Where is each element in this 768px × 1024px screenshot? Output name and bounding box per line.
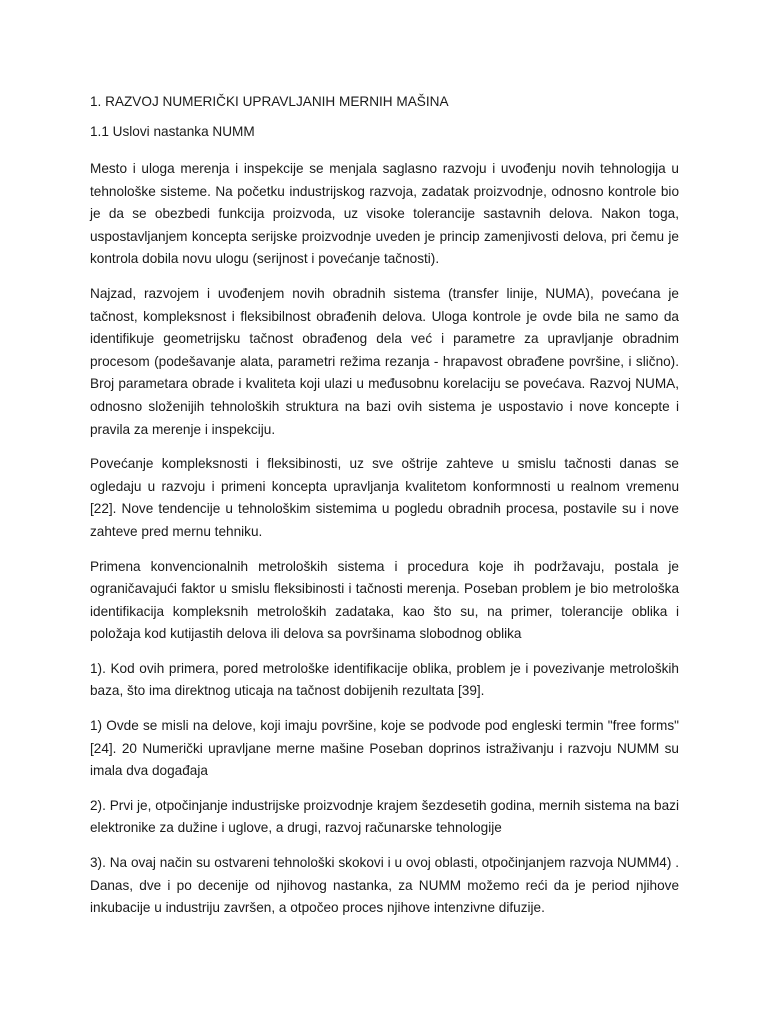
paragraph-5: 1). Kod ovih primera, pored metrološke identifikacije oblika, problem je i povezivanje metroloških baza, što ima direktnog uticaja na tačnost dobijenih rezultata [39]. <box>90 660 679 699</box>
document-heading: 1. RAZVOJ NUMERIČKI UPRAVLJANIH MERNIH MAŠINA <box>90 94 449 109</box>
paragraph-7: 2). Prvi je, otpočinjanje industrijske proizvodnje krajem šezdesetih godina, mernih sistema na bazi elektronike za dužine i uglove, a drugi, razvoj računarske tehnologije <box>90 797 679 836</box>
document-page <box>90 92 679 932</box>
paragraph-6: 1) Ovde se misli na delove, koji imaju površine, koje se podvode pod engleski termin "free forms" [24]. 20 Numerički upravljane merne mašine Poseban doprinos istraživanju i razvoju NUMM su imala dva događaja <box>90 718 679 779</box>
paragraph-2: Najzad, razvojem i uvođenjem novih obradnih sistema (transfer linije, NUMA), povećana je tačnost, kompleksnost i fleksibilnost obrađenih delova. Uloga kontrole je ovde bila ne samo da identifikuje geometrijsku tačnost obrađenog dela već i parametre za upravljanje obradnim procesom (podešavanje alata, parametri režima rezanja - hrapavost obrađene površine, i slično). Broj parametara obrade i kvaliteta koji ulazi u međusobnu korelaciju se povećava. Razvoj NUMA, odnosno složenijih tehnoloških struktura na bazi ovih sistema je uspostavio i nove koncepte i pravila za merenje i inspekciju. <box>90 285 679 437</box>
section-subheading: 1.1 Uslovi nastanka NUMM <box>90 124 255 139</box>
paragraph-3: Povećanje kompleksnosti i fleksibinosti, uz sve oštrije zahteve u smislu tačnosti danas se ogledaju u razvoju i primeni koncepta upravljanja kvalitetom konformnosti u realnom vremenu [22]. Nove tendencije u tehnološkim sistemima u pogledu obradnih procesa, postavile su i nove zahteve pred mernu tehniku. <box>90 456 679 539</box>
paragraph-8: 3). Na ovaj način su ostvareni tehnološki skokovi i u ovoj oblasti, otpočinjanjem razvoja NUMM4) . Danas, dve i po decenije od njihovog nastanka, za NUMM možemo reći da je period njihove inkubacije u industriju završen, a otpočeo proces njihove intenzivne difuzije. <box>90 855 679 916</box>
paragraph-1: Mesto i uloga merenja i inspekcije se menjala saglasno razvoju i uvođenju novih tehnologija u tehnološke sisteme. Na početku industrijskog razvoja, zadatak proizvodnje, odnosno kontrole bio je da se obezbedi funkcija proizvoda, uz visoke tolerancije sastavnih delova. Nakon toga, uspostavljanjem koncepta serijske proizvodnje uveden je princip zamenjivosti delova, pri čemu je kontrola dobila novu ulogu (serijnost i povećanje tačnosti). <box>90 161 679 267</box>
paragraph-4: Primena konvencionalnih metroloških sistema i procedura koje ih podržavaju, postala je ograničavajući faktor u smislu fleksibinosti i tačnosti merenja. Poseban problem je bio metrološka identifikacija kompleksnih metroloških zadataka, kao što su, na primer, tolerancije oblika i položaja kod kutijastih delova ili delova sa površinama slobodnog oblika <box>90 558 679 642</box>
